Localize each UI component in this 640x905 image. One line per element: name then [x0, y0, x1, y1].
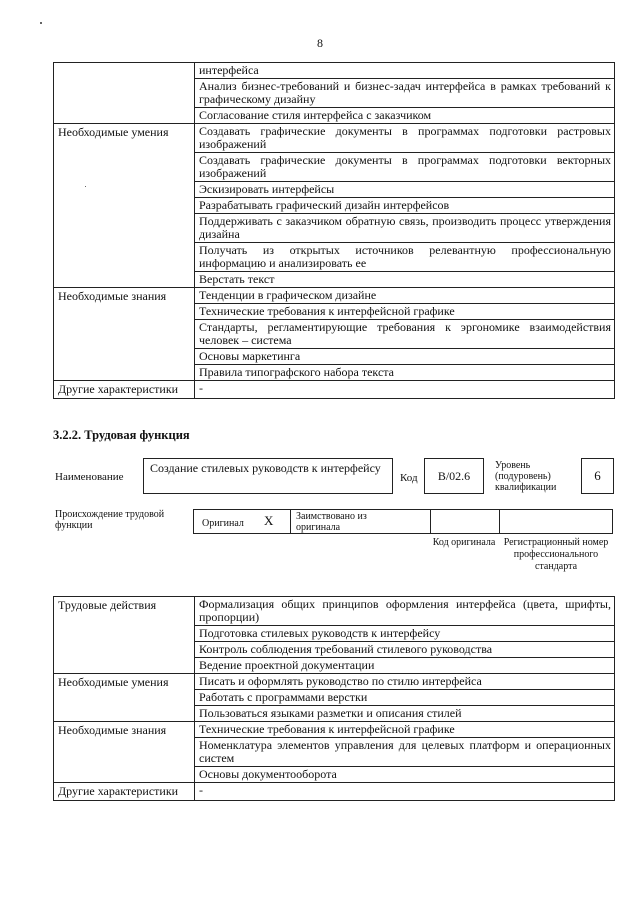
row-item: Анализ бизнес-требований и бизнес-задач интерфейса в рамках требований к графическому дизайну [195, 79, 615, 108]
row-item: интерфейса [195, 63, 615, 79]
origin-box [193, 509, 613, 534]
row-label: Необходимые знания [54, 288, 195, 381]
row-item: Технические требования к интерфейсной графике [195, 722, 615, 738]
row-label: Трудовые действия [54, 597, 195, 674]
row-item: Основы маркетинга [195, 349, 615, 365]
row-item: Правила типографского набора текста [195, 365, 615, 381]
borrowed-label: Заимствовано из оригинала [296, 511, 367, 533]
competency-table-top [53, 62, 615, 399]
competency-table-bottom [53, 596, 615, 801]
row-item: Создавать графические документы в программах подготовки растровых изображений [195, 124, 615, 153]
code-original-label: Код оригинала [432, 537, 496, 548]
row-label: Необходимые умения [54, 674, 195, 722]
table-row [54, 63, 615, 79]
table-row [54, 783, 615, 801]
table-row [54, 288, 615, 304]
code-value: B/02.6 [437, 469, 471, 483]
table-row [54, 381, 615, 399]
table-row [54, 674, 615, 690]
row-item: Тенденции в графическом дизайне [195, 288, 615, 304]
row-item: Ведение проектной документации [195, 658, 615, 674]
row-item: Эскизировать интерфейсы [195, 182, 615, 198]
row-label: Другие характеристики [54, 783, 195, 801]
level-value: 6 [594, 468, 601, 483]
function-name-box [143, 458, 393, 494]
code-label: Код [400, 472, 418, 484]
row-item: Подготовка стилевых руководств к интерфейсу [195, 626, 615, 642]
row-label: Необходимые умения [54, 124, 195, 288]
row-item: - [195, 783, 615, 801]
row-item: Получать из открытых источников релевантную профессиональную информацию и анализировать ее [195, 243, 615, 272]
row-item: Согласование стиля интерфейса с заказчиком [195, 108, 615, 124]
row-item: Работать с программами верстки [195, 690, 615, 706]
table-row [54, 124, 615, 153]
row-label [54, 63, 195, 124]
scan-speck [85, 186, 86, 187]
row-item: Основы документооборота [195, 767, 615, 783]
row-item: Номенклатура элементов управления для целевых платформ и операционных систем [195, 738, 615, 767]
page-number: 8 [317, 36, 323, 50]
section-heading: 3.2.2. Трудовая функция [53, 428, 190, 442]
row-item: Верстать текст [195, 272, 615, 288]
reg-number-label: Регистрационный номер профессионального стандарта [503, 537, 609, 572]
original-mark: X [264, 513, 274, 528]
origin-label: Происхождение трудовой функции [55, 509, 165, 531]
row-item: Поддерживать с заказчиком обратную связь, производить процесс утверждения дизайна [195, 214, 615, 243]
row-item: Контроль соблюдения требований стилевого руководства [195, 642, 615, 658]
row-item: Формализация общих принципов оформления интерфейса (цвета, шрифты, пропорции) [195, 597, 615, 626]
code-box [424, 458, 484, 494]
original-label: Оригинал [202, 518, 244, 529]
row-item: Разрабатывать графический дизайн интерфейсов [195, 198, 615, 214]
row-item: Писать и оформлять руководство по стилю интерфейса [195, 674, 615, 690]
table-row [54, 597, 615, 626]
name-label: Наименование [55, 471, 124, 483]
row-item: Стандарты, регламентирующие требования к эргономике взаимодействия человек – система [195, 320, 615, 349]
row-item: Создавать графические документы в программах подготовки векторных изображений [195, 153, 615, 182]
table-row [54, 722, 615, 738]
row-item: - [195, 381, 615, 399]
row-label: Другие характеристики [54, 381, 195, 399]
level-box [581, 458, 614, 494]
row-item: Пользоваться языками разметки и описания стилей [195, 706, 615, 722]
function-name: Создание стилевых руководств к интерфейсу [150, 461, 381, 475]
scan-speck [40, 22, 42, 24]
row-item: Технические требования к интерфейсной графике [195, 304, 615, 320]
row-label: Необходимые знания [54, 722, 195, 783]
level-label: Уровень (подуровень) квалификации [495, 460, 557, 493]
